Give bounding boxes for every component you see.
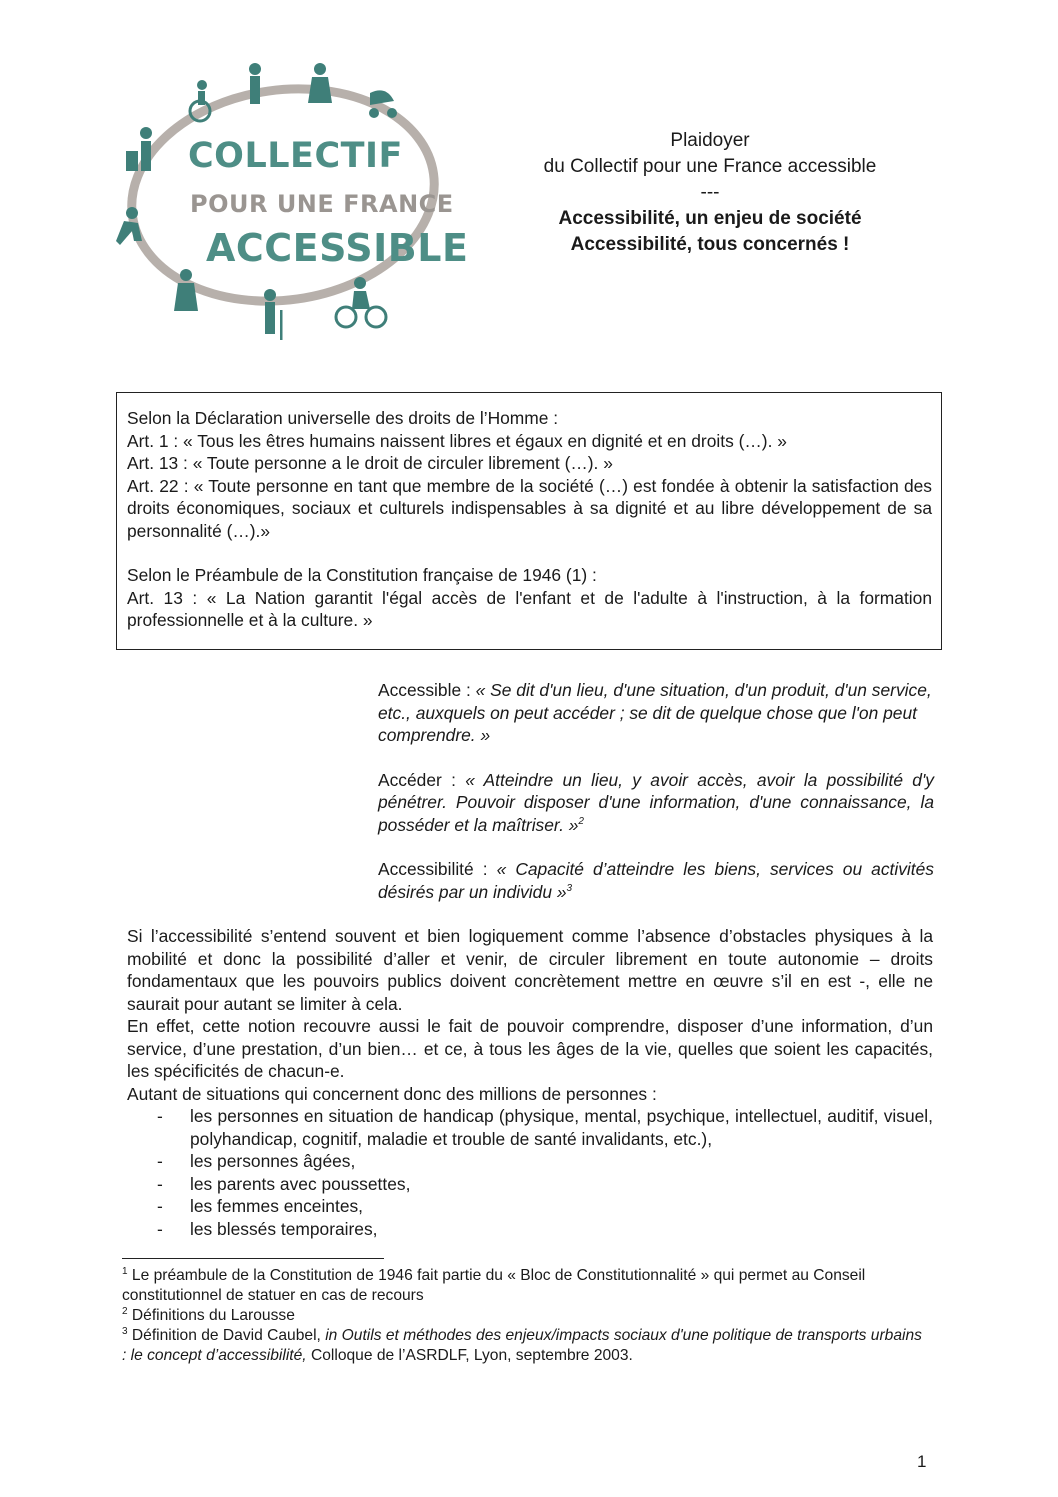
runner-icon [116,207,142,245]
definition-text: « Atteindre un lieu, y avoir accès, avoir la possibilité d'y pénétrer. Pouvoir disposer d'une information, d'une connaissance, la posséder et la maîtriser. » [378,769,934,835]
title-line-3: Accessibilité, un enjeu de société [558,208,862,229]
footnote-marker: 1 [122,1265,128,1277]
footnote-3 [122,1326,922,1366]
list-item-text: les femmes enceintes, [190,1196,364,1216]
definition-term: Accessible : [378,680,476,700]
footnote-divider [122,1258,384,1259]
list-item-text: les personnes en situation de handicap (physique, mental, psychique, intellectuel, auditif, visuel, polyhandicap, cognitif, maladie et trouble de santé invalidants, etc.), [190,1106,933,1149]
definition-accessibilite [378,858,934,903]
paragraph: En effet, cette notion recouvre aussi le fait de pouvoir comprendre, disposer d’une information, d’un service, d’une prestation, d’un bien… et ce, à tous les âges de la vie, quelles que soient les capacités, les spécificités de chacun-e. [127,1016,933,1081]
paragraph: Si l’accessibilité s’entend souvent et bien logiquement comme l’absence d’obstacles physiques à la mobilité et donc la possibilité d’aller et venir, de circuler librement en toute autonomie – droits fondamentaux que les pouvoirs publics doivent concrètement mettre en œuvre s’il en est -, elle ne saurait pour autant se limiter à cela. [127,926,933,1014]
footnote-ref[interactable]: 2 [578,815,584,827]
page-number: 1 [917,1452,927,1471]
footnote-2 [122,1306,922,1326]
ddhc-art-13: Art. 13 : « Toute personne a le droit de circuler librement (…). » [127,453,613,473]
preambule-intro: Selon le Préambule de la Constitution française de 1946 (1) : [127,565,597,585]
footnote-text: Définitions du Larousse [127,1307,295,1324]
definition-accessible [378,679,934,747]
footnote-marker: 2 [122,1305,128,1317]
list-item-text: les blessés temporaires, [190,1218,378,1239]
footnote-text: Définition de David Caubel, [127,1327,326,1344]
ddhc-art-1: Art. 1 : « Tous les êtres humains naissent libres et égaux en dignité et en droits (…). » [127,430,787,451]
list-item-text: les personnes âgées, [190,1151,356,1171]
footnote-1 [122,1266,922,1306]
footnote-text: Le préambule de la Constitution de 1946 fait partie du « Bloc de Constitutionnalité » qui permet au Conseil constitutionnel de statuer en cas de recours [122,1267,866,1304]
list-item [127,1173,933,1196]
list-item [127,1195,933,1218]
logo-graphic [108,55,469,345]
logo-line-3: ACCESSIBLE [206,226,469,270]
list-item [127,1150,933,1173]
footnotes [122,1266,922,1366]
title-separator: --- [700,182,720,203]
paragraph: Autant de situations qui concernent donc des millions de personnes : [127,1083,657,1104]
footnote-source-title: in Outils et méthodes des enjeux/impacts sociaux d'une politique de transports urbains : le concept d’accessibilité, [122,1327,922,1364]
document-title [490,128,930,258]
definitions-section [378,679,934,925]
definition-acceder [378,769,934,837]
title-line-4: Accessibilité, tous concernés ! [570,234,850,255]
bullet-marker: - [157,1173,163,1194]
logo-line-1: COLLECTIF [188,136,403,176]
body-text [127,925,933,1240]
list-item [127,1218,933,1241]
definition-text: « Se dit d'un lieu, d'une situation, d'un produit, d'un service, etc., auxquels on peut accéder ; se dit de quelque chose que l'on peut comprendre. » [378,680,932,745]
bullet-marker: - [157,1196,163,1216]
definition-text: « Capacité d’atteindre les biens, services ou activités désirés par un individu » [378,859,934,902]
ddhc-intro: Selon la Déclaration universelle des droits de l’Homme : [127,408,559,428]
list-item-text: les parents avec poussettes, [190,1173,411,1194]
title-line-2: du Collectif pour une France accessible [543,156,877,177]
bullet-marker: - [157,1151,163,1171]
footnote-marker: 3 [122,1325,128,1337]
person-icon [249,63,261,104]
collectif-logo [108,55,469,345]
logo-line-2: POUR UNE FRANCE [190,190,454,218]
footnote-ref[interactable]: 3 [566,882,573,894]
definition-term: Accéder : [378,769,466,790]
people-list [127,1105,933,1240]
bullet-marker: - [157,1106,163,1126]
preambule-art-13: Art. 13 : « La Nation garantit l'égal accès de l'enfant et de l'adulte à l'instruction, à la formation professionnelle et à la culture. » [127,587,932,630]
ddhc-art-22: Art. 22 : « Toute personne en tant que membre de la société (…) est fondée à obtenir la satisfaction des droits économiques, sociaux et culturels indispensables à sa dignité et au libre développement de sa personnalité (…).» [127,475,932,541]
definition-term: Accessibilité : [378,859,497,879]
rights-quote-box [116,392,942,650]
footnote-text: Colloque de l’ASRDLF, Lyon, septembre 2003. [306,1347,633,1364]
title-line-1: Plaidoyer [670,130,750,151]
list-item [127,1105,933,1150]
elderly-woman-icon [308,63,332,103]
bullet-marker: - [157,1218,163,1239]
